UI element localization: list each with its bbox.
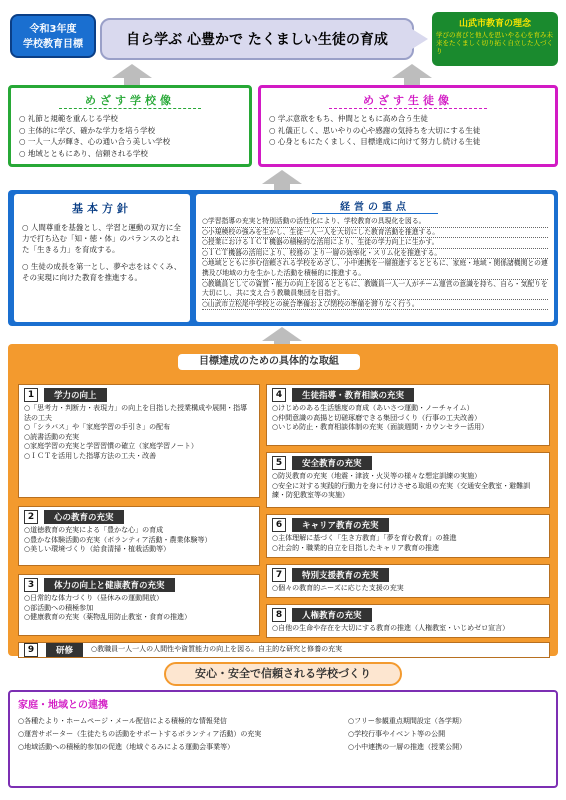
community-title: 家庭・地域との連携 [18, 700, 108, 711]
year-badge [10, 14, 96, 58]
list-item: ○「思考力・判断力・表現力」の向上を目指した授業構成や展開・指導法の工夫 [24, 404, 248, 422]
year-label: 令和3年度 [29, 24, 77, 35]
student-goal-title: めざす生徒像 [329, 92, 487, 109]
list-item: ○健康教育の充実（薬物乱用防止教室・食育の推進） [24, 613, 192, 621]
list-item: ○ＩＣＴ機器の活用により、校務の より一層の効率化・スリム化を推進する。 [202, 249, 548, 260]
motto-text: 自ら学ぶ 心豊かで たくましい生徒の育成 [126, 32, 388, 48]
section-number: 2 [24, 510, 38, 524]
list-item: ○ＩＣＴを活用した指導方法の工夫・改善 [24, 451, 157, 460]
section-number: 5 [272, 456, 286, 470]
list-item: ○部活動への積極参加 [24, 603, 94, 612]
section-safety [266, 452, 550, 508]
list-item: ○主体理解に基づく「生き方教育」「夢を育む教育」の推進 [272, 534, 457, 542]
city-philosophy [432, 12, 558, 66]
section-number: 7 [272, 568, 286, 582]
list-item: ○地域活動への積極的参加の促進（地域ぐるみによる運動会事業等） [18, 743, 235, 751]
list-item: ○安全に対する実践的行動力を身に付けさせる取組の充実（交通安全教室・避難訓練・防犯教室等の実施） [272, 481, 531, 499]
list-item: ○ 心身ともにたくましく、目標達成に向けて努力し続ける生徒 [269, 137, 481, 146]
section-title: 学力の向上 [44, 388, 107, 402]
list-item: ○ 主体的に学び、確かな学力を培う学校 [19, 125, 156, 135]
section-title: 体力の向上と健康教育の充実 [44, 578, 175, 592]
section-number: 6 [272, 518, 286, 532]
list-item: ○小中連携の一層の推進（授業公開） [348, 743, 467, 751]
management-box [196, 194, 554, 322]
section-title: 研修 [46, 643, 83, 657]
list-item: ○学習指導の充実と特別活動の活性化により、学校教育の具現化を図る。 [202, 217, 548, 228]
section-physical [18, 574, 260, 636]
list-item: ○「シラバス」や「家庭学習の手引き」の配布 [24, 423, 171, 431]
basic-policy-title: 基本方針 [72, 202, 132, 215]
list-item: ○防災教育の充実（地震・津波・火災等の様々な想定訓練の実施） [272, 472, 482, 480]
section-title: キャリア教育の充実 [292, 518, 389, 532]
community-section [8, 690, 558, 788]
school-goal-title: めざす学校像 [59, 92, 201, 109]
up-arrow-icon [112, 64, 152, 86]
list-item: ○家庭学習の充実と学習習慣の確立（家庭学習ノート） [24, 442, 198, 450]
up-arrow-icon [262, 327, 302, 345]
student-goal-box [258, 85, 558, 167]
section-guidance [266, 384, 550, 446]
section-number: 3 [24, 578, 38, 592]
section-training [18, 642, 550, 658]
training-text: ○教職員一人一人の人間性や資質能力の向上を図る。自主的な研究と修養の充実 [91, 645, 343, 654]
management-title: 経営の重点 [312, 198, 438, 214]
section-title: 人権教育の充実 [292, 608, 372, 622]
list-item: ○美しい環境づくり（給食清掃・植栽活動等） [24, 545, 171, 553]
city-title: 山武市教育の理念 [458, 19, 531, 29]
section-human-rights [266, 604, 550, 638]
list-item: ○授業におけるＩＣＴ機器の積極的な活用により、生徒の学力向上に生かす。 [202, 238, 548, 249]
section-title: 安全教育の充実 [292, 456, 372, 470]
city-text: 学びの喜びと他人を思いやる心を育み未来をたくましく切り拓く自立した人づくり [436, 31, 553, 55]
list-item: ○社会的・職業的自立を目指したキャリア教育の推進 [272, 543, 440, 552]
section-number: 9 [24, 643, 38, 657]
list-item: ○山武市立松尾中学校との統合準備および閉校の準備を滞りなく行う。 [202, 300, 548, 311]
section-number: 8 [272, 608, 286, 622]
badge-label: 学校教育目標 [23, 39, 83, 50]
list-item: ○ 地域とともにあり、信頼される学校 [19, 148, 148, 158]
list-item: ○ 生徒の成長を第一とし、夢や志をはぐくみ、その実現に向けた教育を推進する。 [22, 262, 182, 282]
list-item: ○ 学ぶ意欲をもち、仲間とともに高め合う生徒 [269, 114, 428, 123]
list-item: ○各種たより・ホームページ・メール配信による積極的な情報発信 [18, 717, 227, 725]
section-heart [18, 506, 260, 566]
list-item: ○教職員としての資質・能力の向上を図るとともに、教職員一人一人がチーム運営の意識を持ち、自ら・気配りを大切にし、共に支え合う教職員集団を目指す。 [202, 280, 548, 300]
list-item: ○個々の教育的ニーズに応じた支援の充実 [272, 584, 404, 592]
list-item: ○いじめ防止・教育相談体制の充実（面談週間・カウンセラー活用） [272, 423, 489, 431]
section-career [266, 514, 550, 558]
list-item: ○ 人間尊重を基盤とし、学習と運動の双方に全力で打ち込む「知・徳・体」のバランスのとれた「生きる力」を育成する。 [22, 223, 181, 254]
section-academic [18, 384, 260, 498]
school-goal-box [8, 85, 252, 167]
basic-policy-box [14, 194, 190, 322]
list-item: ○ 礼節と規範を重んじる学校 [19, 114, 118, 123]
list-item: ○仲間意識の高揚と切磋琢磨できる集団づくり（行事の工夫改善） [272, 413, 482, 422]
list-item: ○ 一人一人が輝き、心の通い合う美しい学校 [19, 137, 171, 146]
list-item: ○豊かな体験活動の充実（ボランティア活動・農業体験等） [24, 535, 212, 544]
safe-school-title: 安心・安全で信頼される学校づくり [164, 662, 402, 686]
section-special-support [266, 564, 550, 598]
list-item: ○日常的な体力づくり（昼休みの運動開放） [24, 594, 164, 602]
section-number: 4 [272, 388, 286, 402]
section-title: 特別支援教育の充実 [292, 568, 389, 582]
up-arrow-icon [262, 170, 302, 190]
up-arrow-icon [392, 64, 432, 86]
section-number: 1 [24, 388, 38, 402]
list-item: ○小規模校の強みを生かし、生徒一人一人を大切にした教育活動を推進する。 [202, 228, 548, 239]
list-item: ○自他の生命や存在を大切にする教育の推進（人権教室・いじめゼロ宣言） [272, 624, 510, 632]
section-title: 心の教育の充実 [44, 510, 124, 524]
list-item: ○学校行事やイベント等の公開 [348, 730, 446, 738]
list-item: ○道徳教育の充実による「豊かな心」の育成 [24, 526, 164, 534]
list-item: ○けじめのある生活態度の育成（あいさつ運動・ノーチャイム） [272, 404, 474, 412]
list-item: ○ 礼儀正しく、思いやりの心や感謝の気持ちを大切にする生徒 [269, 125, 481, 135]
list-item: ○運営サポーター（生徒たちの活動をサポートするボランティア活動）の充実 [18, 730, 262, 738]
list-item: ○読書活動の充実 [24, 432, 80, 441]
list-item: ○フリー参観重点期間設定（各学期） [348, 717, 466, 725]
concrete-title: 目標達成のための具体的な取組 [176, 352, 362, 372]
section-title: 生徒指導・教育相談の充実 [292, 388, 414, 402]
school-motto [100, 18, 414, 60]
list-item: ○地域とともに歩む信頼される学校をめざし、小中連携を一層推進するとともに、家庭・地域・関係諸機関との連携及び地域の力を生かした活動を積極的に推進する。 [202, 259, 548, 279]
